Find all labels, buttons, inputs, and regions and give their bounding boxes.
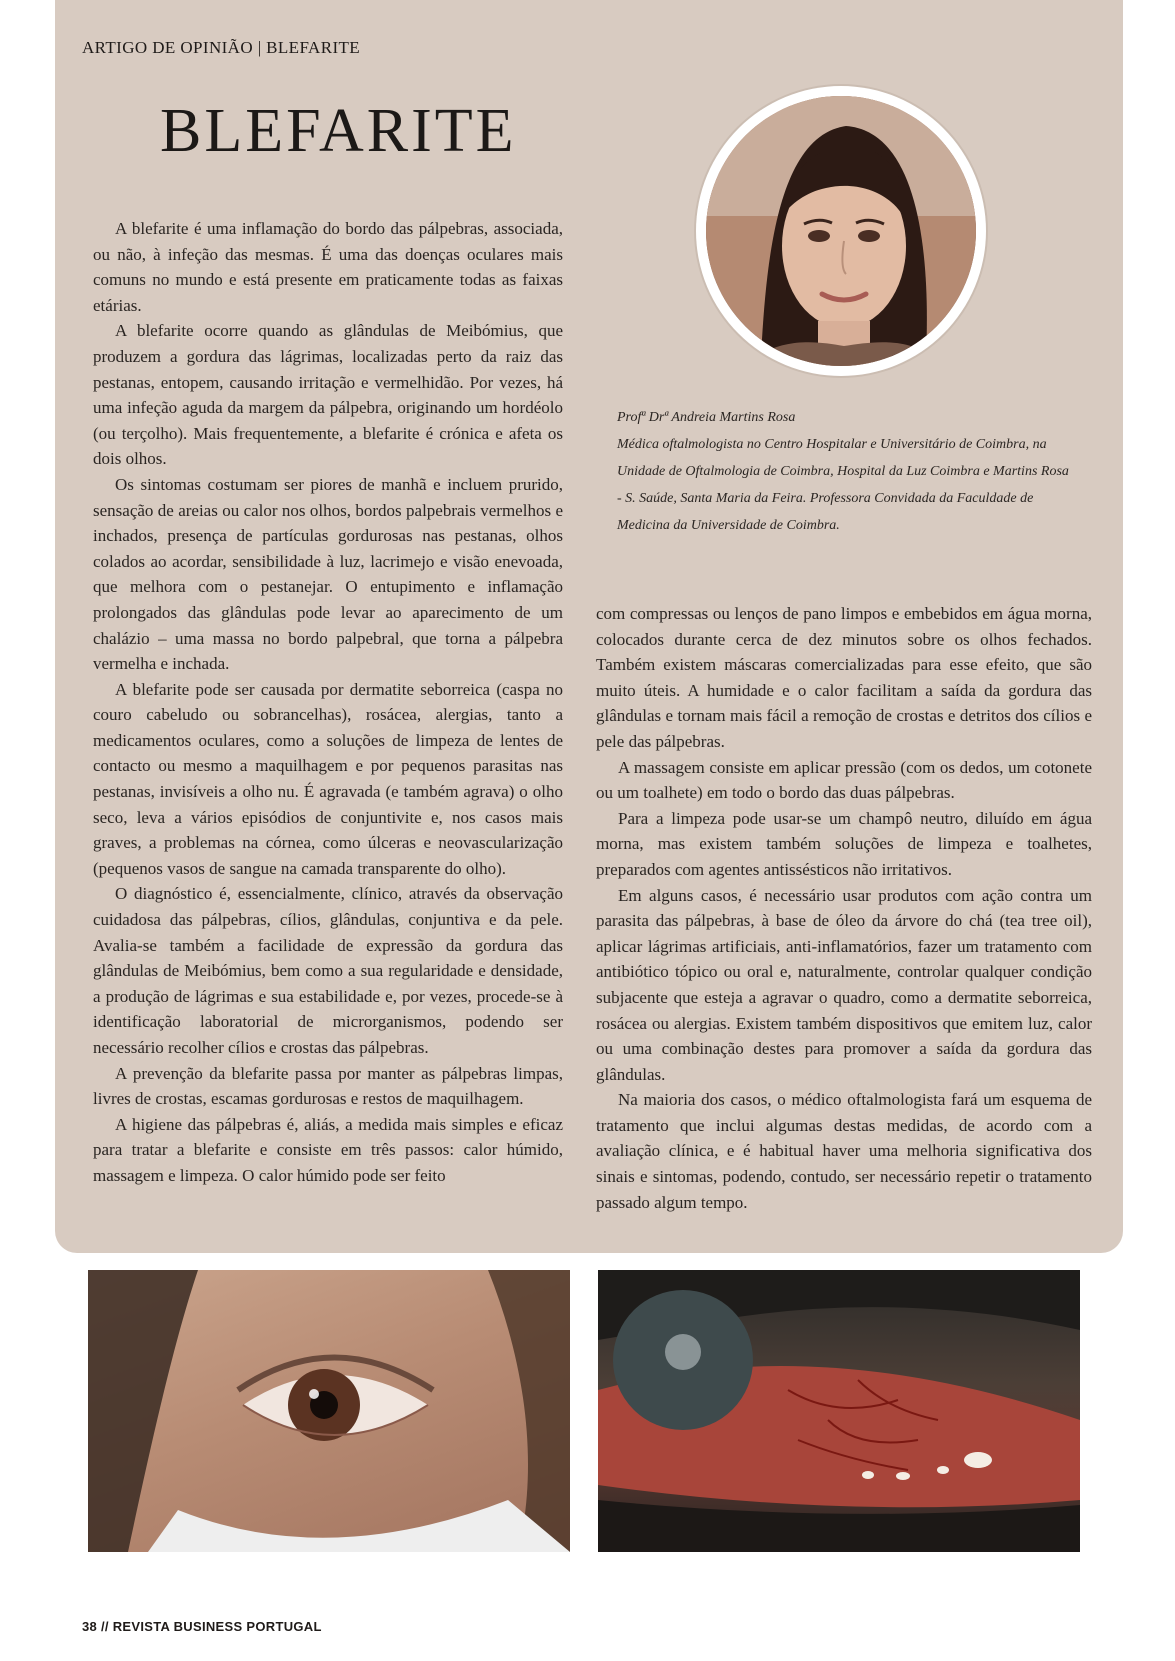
blepharitis-eye-illustration [598, 1270, 1080, 1552]
paragraph: A higiene das pálpebras é, aliás, a medida mais simples e eficaz para tratar a blefarite e consiste em três passos: calor húmido, massagem e limpeza. O calor húmido pode ser feito [93, 1114, 563, 1185]
article-right-column [596, 601, 1092, 1215]
author-portrait-frame [696, 86, 986, 376]
author-portrait-image [706, 96, 976, 366]
author-caption [617, 404, 1077, 539]
paragraph: Os sintomas costumam ser piores de manhã e incluem prurido, sensação de areias ou calor nos olhos, bordos palpebrais vermelhos e inchados, presença de partículas gordurosas nas pestanas, olhos colados ao acordar, sensibilidade à luz, lacrimejo e visão enevoada, que melhora com o pestanejar. O entupimento e inflamação prolongados das glândulas pode levar ao aparecimento de um chalázio – uma massa no bordo palpebral, que torna a pálpebra vermelha e inchada. [93, 474, 563, 674]
paragraph: A blefarite ocorre quando as glândulas de Meibómius, que produzem a gordura das lágrimas, localizadas perto da raiz das pestanas, entopem, causando irritação e vermelhidão. Por vezes, há uma infeção aguda da margem da pálpebra, originando um hordéolo (ou terçolho). Mais frequentemente, a blefarite é crónica e afeta os dois olhos. [93, 321, 563, 469]
paragraph: Na maioria dos casos, o médico oftalmologista fará um esquema de tratamento que inclui algumas destas medidas, de acordo com a avaliação clínica, e é habitual haver uma melhoria significativa dos sinais e sintomas, podendo, contudo, ser necessário repetir o tratamento passado algum tempo. [596, 1090, 1092, 1212]
paragraph: A blefarite é uma inflamação do bordo das pálpebras, associada, ou não, à infeção das mesmas. É uma das doenças oculares mais comuns no mundo e está presente em praticamente todas as faixas etárias. [93, 219, 563, 315]
section-kicker: ARTIGO DE OPINIÃO | BLEFARITE [82, 38, 361, 57]
article-title: BLEFARITE [160, 97, 517, 165]
paragraph: Para a limpeza pode usar-se um champô neutro, diluído em água morna, mas existem também soluções de limpeza e toalhetes, preparados com agentes antissésticos não irritativos. [596, 808, 1092, 879]
paragraph: Em alguns casos, é necessário usar produtos com ação contra um parasita das pálpebras, à base de óleo da árvore do chá (tea tree oil), aplicar lágrimas artificiais, anti-inflamatórios, fazer um tratamento com antibiótico tópico ou oral e, naturalmente, controlar qualquer condição subjacente que esteja a agravar o quadro, como a dermatite seborreica, rosácea ou alergias. Existem também dispositivos que emitem luz, calor ou uma combinação destes para promover a saída da gordura das glândulas. [596, 885, 1092, 1084]
paragraph: com compressas ou lenços de pano limpos e embebidos em água morna, colocados durante cerca de dez minutos sobre os olhos fechados. Também existem máscaras comercializadas para esse efeito, que são muito úteis. A humidade e o calor facilitam a saída da gordura das glândulas e tornam mais fácil a remoção de crostas e detritos dos cílios e pele das pálpebras. [596, 604, 1092, 751]
healthy-eye-photo [88, 1270, 570, 1552]
paragraph: A massagem consiste em aplicar pressão (com os dedos, um cotonete ou um toalhete) em todo o bordo das duas pálpebras. [596, 757, 1092, 803]
blepharitis-eye-photo [598, 1270, 1080, 1552]
paragraph: A blefarite pode ser causada por dermatite seborreica (caspa no couro cabeludo ou sobrancelhas), rosácea, alergias, tanto a medicamentos oculares, como a soluções de limpeza de lentes de contacto ou mesmo a maquilhagem e por pequenos parasitas nas pestanas, invisíveis a olho nu. É agravada (e também agrava) o olho seco, leva a vários episódios de conjuntivite e, nos casos mais graves, a problemas na córnea, como úlceras e neovascularização (pequenos vasos de sangue na camada transparente do olho). [93, 679, 563, 878]
author-bio: Médica oftalmologista no Centro Hospitalar e Universitário de Coimbra, na Unidade de Oftalmologia de Coimbra, Hospital da Luz Coimbra e Martins Rosa - S. Saúde, Santa Maria da Feira. Professora Convidada da Faculdade de Medicina da Universidade de Coimbra. [617, 437, 1069, 533]
article-left-column [93, 216, 563, 1189]
author-portrait-illustration [706, 96, 976, 366]
paragraph: O diagnóstico é, essencialmente, clínico, através da observação cuidadosa das pálpebras, cílios, glândulas, conjuntiva e da pele. Avalia-se também a facilidade de expressão da gordura das glândulas de Meibómius, bem como a sua regularidade e densidade, a produção de lágrimas e sua estabilidade e, por vezes, procede-se à identificação laboratorial de microrganismos, podendo ser necessário recolher cílios e crostas das pálpebras. [93, 884, 563, 1057]
page-footer: 38 // REVISTA BUSINESS PORTUGAL [82, 1619, 322, 1634]
paragraph: A prevenção da blefarite passa por manter as pálpebras limpas, livres de crostas, escamas gordurosas e restos de maquilhagem. [93, 1063, 563, 1109]
author-name: Profª Drª Andreia Martins Rosa [617, 410, 796, 425]
healthy-eye-illustration [88, 1270, 570, 1552]
